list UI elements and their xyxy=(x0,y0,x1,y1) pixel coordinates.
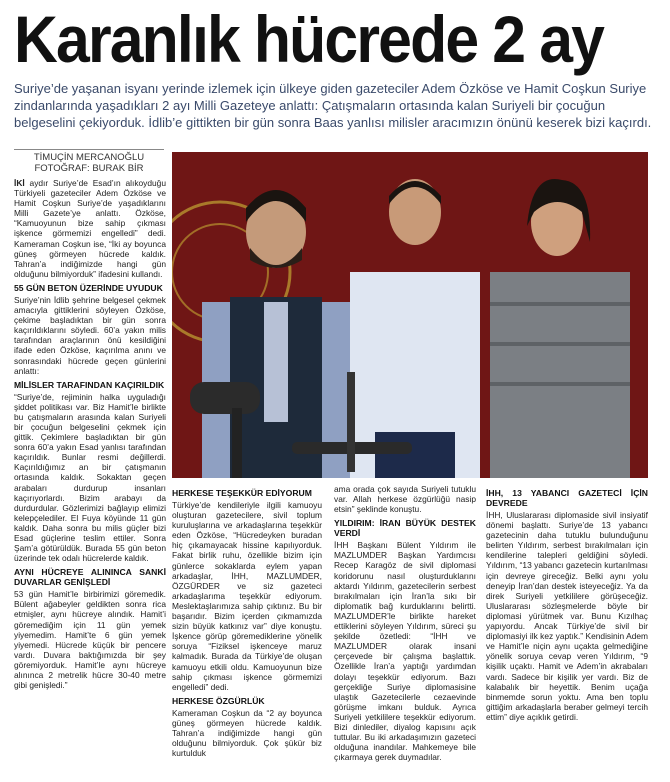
paragraph: İHH, Uluslararası diplomaside sivil insiyatif dönemi başlattı. Suriye’de 13 yabancı gazetecinin daha tutuklu bulunduğunu belirten Yıldırım, serbest bırakılmaları için kendilerine talepleri geldiğini söyledi. Yıldırım, “13 yabancı gazetecin kurtarılması için devreye gireceğiz. Belki aynı yolu deneyip İran’dan destek isteyeceğiz. Ya da direk Suriyeli yetkililere görüşeceğiz. Uluslararası sözleşmelerde böyle bir diplomasi yürütmek var. Bunu Kızılhaç yapıyordu. Ancak Türkiye’de sivil bir diplomasiyi ilk kez yaptık.” Kendisinin Adem ve Hamit’le niçin aynı uçakta gelmediğine yönelik soruya cevap veren Yıldırım, “9 kişilik uçaktı. Hamit ve Adem’in akrabaları vardı. Sadece bir kişilik yer vardı. Biz de kalabalık bir heyettik. Benim uçağa binmemde sorun yoktu. Ama ben toplu gittiğim arkadaşlarla beraber gelmeyi tercih ettim” diye açıklık getirdi. xyxy=(486,510,648,722)
byline-author: TİMUÇİN MERCANOĞLU xyxy=(33,152,145,163)
subhead: HERKESE TEŞEKKÜR EDİYORUM xyxy=(172,488,312,498)
intro-paragraph xyxy=(14,178,166,279)
paragraph: Türkiye’de kendileriyle ilgili kamuoyu oluşturan gazetecilere, sivil toplum kuruluşlarına ve arkadaşlarına teşekkür eden Özköse, “Hücredeyken buradan hiç çıkamayacak hissine kapılıyorduk. Fakat birlik ruhu, özellikle bizim için günlerce sokaklarda eylem yapan arkadaşlar, İHH, MAZLUMDER, ÖZGÜRDER ve siz gazeteci arkadaşlarıma teşekkür ediyorum. Meslektaşlarımıza sahip çıktınız. Bu bir başarıdır. Bizim içerden çıkmamızda sizin büyük katkınız var” diye konuştu. İşkence görüp göremediklerine yönelik soruya “Fiziksel işkenceye maruz kalmadık. Burada da Türkiye’de oluşan kamuoyu etkili oldu. Kamuoyunun bize sahip çıkması işkence görmemizi engelledi” dedi. xyxy=(172,500,322,692)
intro-cap: İKİ xyxy=(14,178,25,188)
paragraph: İHH Başkanı Bülent Yıldırım ile MAZLUMDER Başkan Yardımcısı Recep Karagöz de sivil diplomasi koridorunu nasıl oluşturduklarını aktardı Yıldırım, gazetecilerin serbest bırakılmaları için İran’la sıkı bir diplomatik bağ kurduklarını belirtti. MAZLUMDER’le birlikte hareket ettiklerini söyleyen Yıldırım, süreci şu şekilde özetledi: “İHH ve MAZLUMDER olarak insani çerçevede bir çalışma başlattık. Özellikle İran’a yaptığı yardımdan dolayı teşekkür ediyorum. Bazı gerçekliğe Suriye diplomasisine ulaştık Gazetecilerle cezaevinde görüşme imkanı bulduk. Ayrıca Suriyeli yetkililere teşekkür ediyorum. Bizi dinlediler, diyalog kapısını açık tuttular. Bu iki arkadaşımızın gazeteci olduğuna inandılar. Mahkemeye bile çıkarmaya gerek duymadılar. xyxy=(334,540,476,763)
byline xyxy=(14,149,164,174)
article-column-3 xyxy=(334,484,476,765)
intro-text: aydır Suriye’de Esad’ın alıkoyduğu Türkiyeli gazeteciler Adem Özköse ve Hamit Coşkun Suriye’de yaşadıklarını Milli Gazete’ye anlattı. Özköse, “Kamuoyunun bize sahip çıkması işkence görmemizi engelledi” dedi. Kameraman Coşkun ise, “İki ay boyunca güneş görmeyen hücrede kaldık. Tahran’a indiğimizde hangi gün olduğunu bilmiyorduk” ifadesini kullandı. xyxy=(14,178,166,279)
paragraph: ama orada çok sayıda Suriyeli tutuklu var. Allah herkese özgürlüğü nasip etsin” şeklinde konuştu. xyxy=(334,484,476,515)
photo-illustration xyxy=(172,152,648,478)
paragraph: Kameraman Coşkun da “2 ay boyunca güneş görmeyen hücrede kaldık. Tahran’a indiğimizde hangi gün olduğunu bilmiyorduk. Çok şükür biz kurtulduk xyxy=(172,707,322,759)
subhead: YILDIRIM: İRAN BÜYÜK DESTEK VERDİ xyxy=(334,518,476,539)
subhead: 55 GÜN BETON ÜZERİNDE UYUDUK xyxy=(14,282,163,293)
paragraph: “Suriye’de, rejiminin halka uyguladığı şiddet politikası var. Biz Hamit’le birlikte bu çatışmaların arasında kalan Suriyeli bir çocuğun belgeselini çekmek için gittik. Çekimlere başladıktan bir gün sonra 60’a yakın Esad yanlısı tarafından kaçırıldık. Bunlar resmi değillerdi. Kaçırıldığımız an bir çatışmanın ortasında kaldık. Sokaktan geçen arabaları durdurup insanları kaçırıyorlardı. Bizim arabayı da durdurdular. Gözlerimizi bağlayıp elimizi kelepçelediler. El Fuya köyünde 11 gün kaldık. Daha sonra bu milis güçler bizi Esad güçlerine teslim ettiler. Sonra Şam’a götürüldük. Burada 55 gün beton üzerinde tek odalı hücrelerde kaldık. xyxy=(14,391,166,564)
subhead: AYNI HÜCREYE ALININCA SANKİ DUVARLAR GENİŞLEDİ xyxy=(14,567,166,588)
article-column-2 xyxy=(172,484,322,761)
article-column-1 xyxy=(14,178,166,693)
paragraph: 53 gün Hamit’le birbirimizi göremedik. Bülent ağabeyler geldikten sonra rica etmişler, aynı hücreye alındık. Hamit’i göremediğim için 11 gün yemek yiyemedim. Hamit’te 6 gün yemek yiyemedi. Hücrede küçük bir pencere vardı. Duvara baktığımızda bir şey göremiyorduk. Hamit’le aynı hücreye alınınca 2 metrelik hücre 30-40 metre gibi genişledi.” xyxy=(14,589,166,691)
byline-photo-credit: FOTOĞRAF: BURAK BİR xyxy=(34,163,144,174)
subhead: HERKESE ÖZGÜRLÜK xyxy=(172,695,265,706)
headline: Karanlık hücrede 2 ay xyxy=(14,2,604,76)
lead-paragraph: Suriye’de yaşanan isyanı yerinde izlemek için ülkeye giden gazeteciler Adem Özköse ve Hamit Coşkun Suriye zindanlarında yaşadıkları 2 ayı Milli Gazeteye anlattı: Çatışmaların ortasında kalan Suriyeli bir çocuğun belgeselini çekiyorduk. İdlib’e gittikten bir gün sonra Baas yanlısı milisler aracımızın önünü keserek bizi kaçırdı. xyxy=(14,81,652,130)
news-photo xyxy=(172,152,648,478)
subhead: MİLİSLER TARAFINDAN KAÇIRILDIK xyxy=(14,379,165,390)
paragraph: Suriye’nin İdlib şehrine belgesel çekmek amacıyla gittiklerini söyleyen Özköse, çekime başladıktan bir gün sonra kaçırıldıklarını söyledi. 60’a yakın milis tarafından araçlarının önü kesildiğini ifade eden Özköse, kaçırılma anını ve sonrasındaki hücrede geçen günlerini anlattı: xyxy=(14,294,166,376)
article-column-4 xyxy=(486,484,648,725)
subhead: İHH, 13 YABANCI GAZETECİ İÇİN DEVREDE xyxy=(486,488,648,508)
